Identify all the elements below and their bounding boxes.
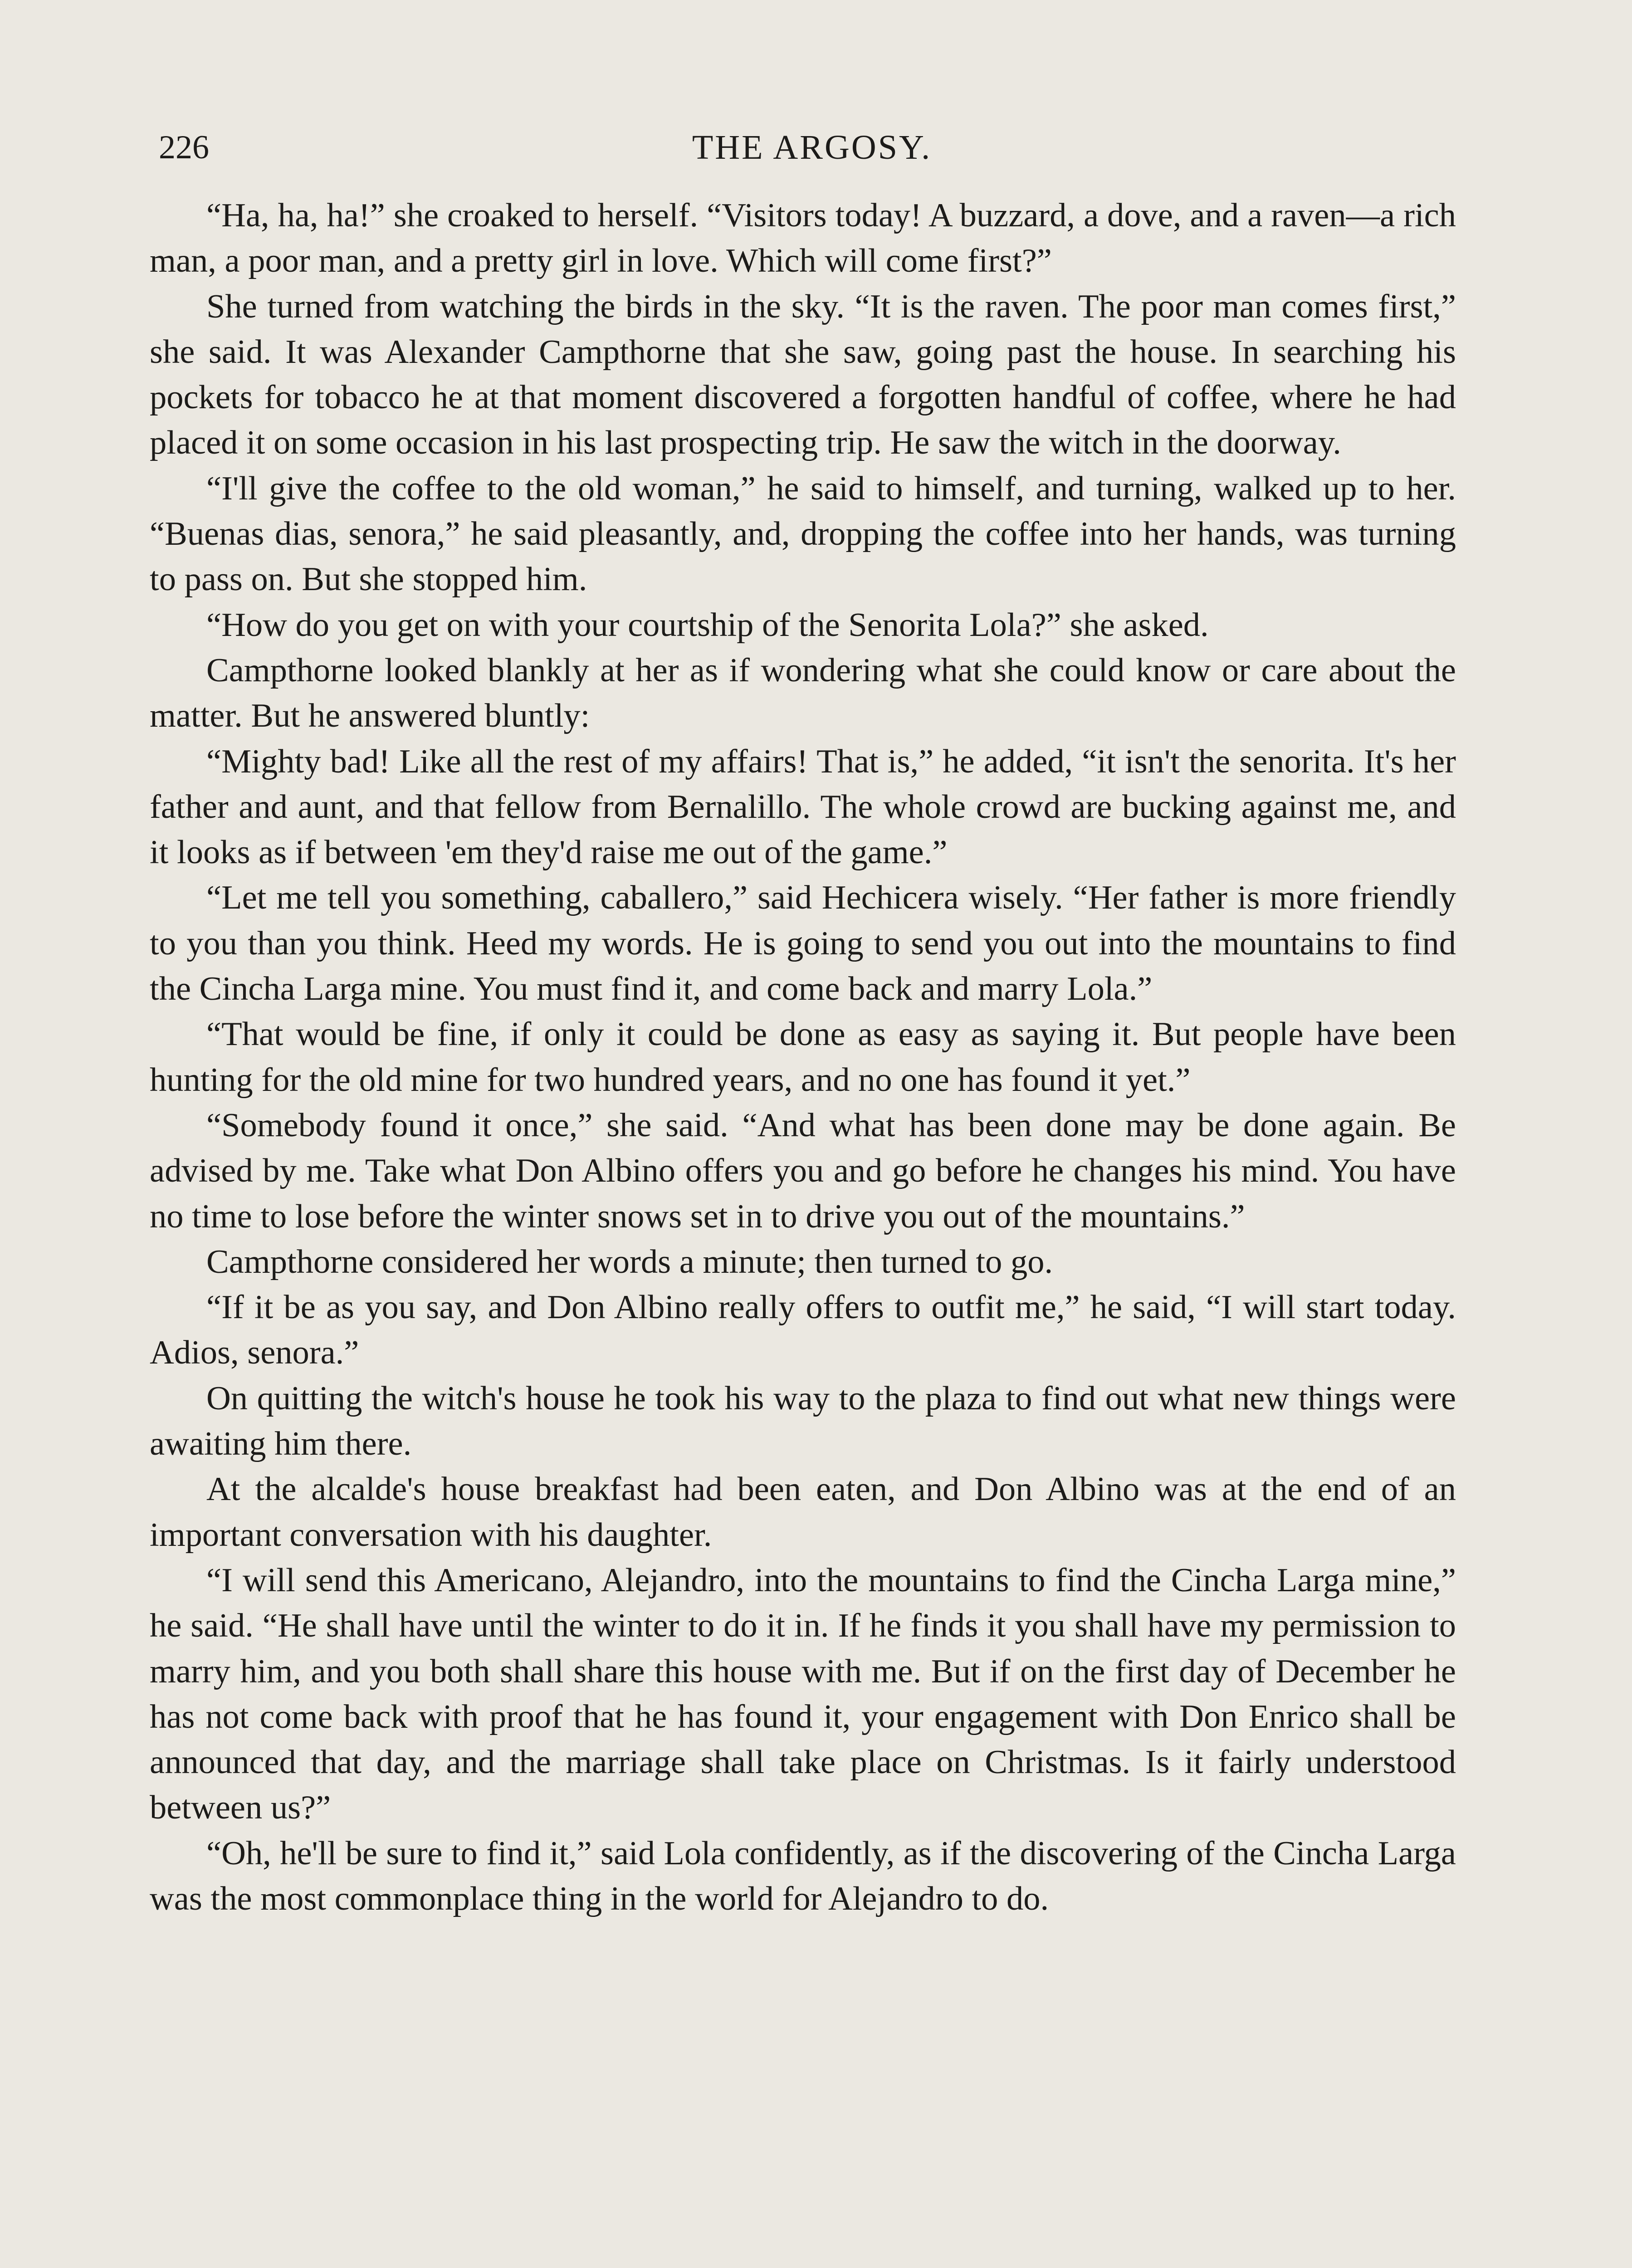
running-title: THE ARGOSY. <box>692 128 932 166</box>
paragraph: She turned from watching the birds in the sky. “It is the raven. The poor man comes first,” she said. It was Alexander Campthorne that she saw, going past the house. In searching his pockets for tobacco he at that moment discovered a forgotten handful of coffee, where he had placed it on some occasion in his last prospecting trip. He saw the witch in the doorway. <box>150 288 1456 462</box>
page-header <box>159 122 1465 172</box>
paragraph: “If it be as you say, and Don Albino really offers to outfit me,” he said, “I will start today. Adios, senora.” <box>150 1289 1456 1372</box>
paragraph: “Let me tell you something, caballero,” said Hechicera wisely. “Her father is more friendly to you than you think. Heed my words. He is going to send you out into the mountains to find the Cincha Larga mine. You must find it, and come back and marry Lola.” <box>150 879 1456 1008</box>
page-number: 226 <box>159 129 209 166</box>
paragraph: Campthorne looked blankly at her as if wondering what she could know or care about the matter. But he answered bluntly: <box>150 651 1456 735</box>
story-text <box>150 193 1456 1921</box>
paragraph: “Somebody found it once,” she said. “And what has been done may be done again. Be advised by me. Take what Don Albino offers you and go before he changes his mind. You have no time to lose before the winter snows set in to drive you out of the mountains.” <box>150 1106 1456 1235</box>
paragraph: “Mighty bad! Like all the rest of my affairs! That is,” he added, “it isn't the senorita. It's her father and aunt, and that fellow from Bernalillo. The whole crowd are bucking against me, and it looks as if between 'em they'd raise me out of the game.” <box>150 743 1456 871</box>
paragraph: On quitting the witch's house he took his way to the plaza to find out what new things were awaiting him there. <box>150 1379 1456 1463</box>
paragraph: “How do you get on with your courtship of the Senorita Lola?” she asked. <box>206 606 1209 644</box>
paragraph: “Oh, he'll be sure to find it,” said Lola confidently, as if the discovering of the Cincha Larga was the most commonplace thing in the world for Alejandro to do. <box>150 1834 1456 1917</box>
paragraph: “I'll give the coffee to the old woman,” he said to himself, and turning, walked up to her. “Buenas dias, senora,” he said pleasantly, and, dropping the coffee into her hands, was turning to pass on. But she stopped him. <box>150 469 1456 598</box>
paragraph: At the alcalde's house breakfast had been eaten, and Don Albino was at the end of an important conversation with his daughter. <box>150 1471 1456 1554</box>
paragraph: “I will send this Americano, Alejandro, into the mountains to find the Cincha Larga mine,” he said. “He shall have until the winter to do it in. If he finds it you shall have my permission to marry him, and you both shall share this house with me. But if on the first day of December he has not come back with proof that he has found it, your engagement with Don Enrico shall be announced that day, and the marriage shall take place on Christmas. Is it fairly understood between us?” <box>150 1561 1456 1827</box>
paragraph: Campthorne considered her words a minute; then turned to go. <box>206 1243 1053 1281</box>
paragraph: “That would be fine, if only it could be done as easy as saying it. But people have been hunting for the old mine for two hundred years, and no one has found it yet.” <box>150 1016 1456 1099</box>
paragraph: “Ha, ha, ha!” she croaked to herself. “Visitors today! A buzzard, a dove, and a raven—a rich man, a poor man, and a pretty girl in love. Which will come first?” <box>150 197 1456 280</box>
